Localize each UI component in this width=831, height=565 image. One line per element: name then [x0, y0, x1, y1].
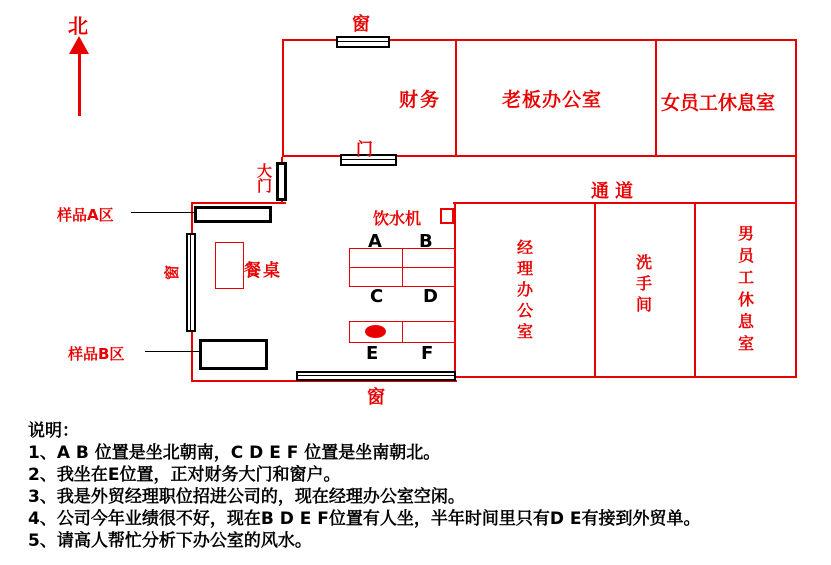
window-bottom-inner-line: [298, 375, 454, 376]
sample-area-b-label: 样品B区: [68, 345, 125, 363]
seat-label-c: C: [370, 286, 384, 307]
water-dispenser-label: 饮水机: [373, 209, 422, 228]
window-top-inner-line: [338, 41, 388, 42]
window-bottom-label: 窗: [367, 387, 385, 408]
window-left-label: 窗: [163, 264, 182, 281]
seat-label-e: E: [366, 343, 379, 364]
dining-table-label: 餐桌: [244, 261, 282, 281]
window-top: [336, 36, 390, 48]
finance-door-label: 门: [356, 140, 373, 160]
sample-area-a-callout-line: [131, 212, 195, 213]
window-top-label: 窗: [352, 14, 370, 35]
sample-area-b-callout-line: [145, 351, 200, 352]
notes-line-5: 5、请高人帮忙分析下办公室的风水。: [28, 531, 312, 551]
notes-line-2: 2、我坐在E位置，正对财务大门和窗户。: [28, 465, 341, 485]
wall-boss-women: [655, 39, 657, 157]
desk-abcd-divider-horizontal: [349, 267, 456, 268]
wall-main-office-top: [191, 202, 286, 204]
room-label-manager-office: 经理办公室: [516, 238, 533, 341]
seat-label-a: A: [368, 231, 382, 252]
north-arrow-line: [78, 52, 81, 116]
main-entrance-door: [276, 162, 287, 201]
notes-line-4: 4、公司今年业绩很不好，现在B D E F位置有人坐，半年时间里只有D E有接到外贸单。: [28, 509, 701, 529]
window-bottom: [296, 371, 456, 381]
notes-line-1: 1、A B 位置是坐北朝南，C D E F 位置是坐南朝北。: [28, 443, 441, 463]
seat-e-person-marker: [365, 325, 386, 338]
sample-area-b-shelf: [199, 339, 268, 370]
window-left-inner-line: [190, 235, 191, 330]
sample-area-a-label: 样品A区: [57, 206, 114, 224]
notes-block: [28, 420, 701, 552]
room-label-women-lounge: 女员工休息室: [661, 92, 776, 114]
wall-corridor-right: [795, 155, 797, 205]
room-label-men-lounge: 男员工休息室: [737, 224, 754, 353]
seat-label-f: F: [421, 343, 434, 364]
wall-washroom-men: [694, 202, 696, 378]
notes-title: 说明：: [28, 421, 79, 441]
room-label-washroom: 洗手间: [635, 253, 652, 314]
corridor-label: 通道: [591, 181, 639, 202]
main-entrance-label: 大门: [256, 162, 272, 195]
desk-ef-divider-vertical: [402, 321, 403, 343]
sample-area-a-shelf: [194, 206, 272, 223]
window-left: [186, 233, 196, 332]
seat-label-d: D: [423, 286, 438, 307]
water-dispenser: [440, 208, 454, 224]
room-label-boss-office: 老板办公室: [502, 89, 603, 111]
dining-table: [215, 242, 244, 289]
wall-manager-washroom: [594, 202, 596, 378]
seat-label-b: B: [419, 231, 433, 252]
wall-finance-boss: [455, 39, 457, 157]
north-label: 北: [68, 14, 88, 38]
notes-line-3: 3、我是外贸经理职位招进公司的，现在经理办公室空闲。: [28, 487, 465, 507]
room-label-finance: 财务: [399, 89, 442, 111]
